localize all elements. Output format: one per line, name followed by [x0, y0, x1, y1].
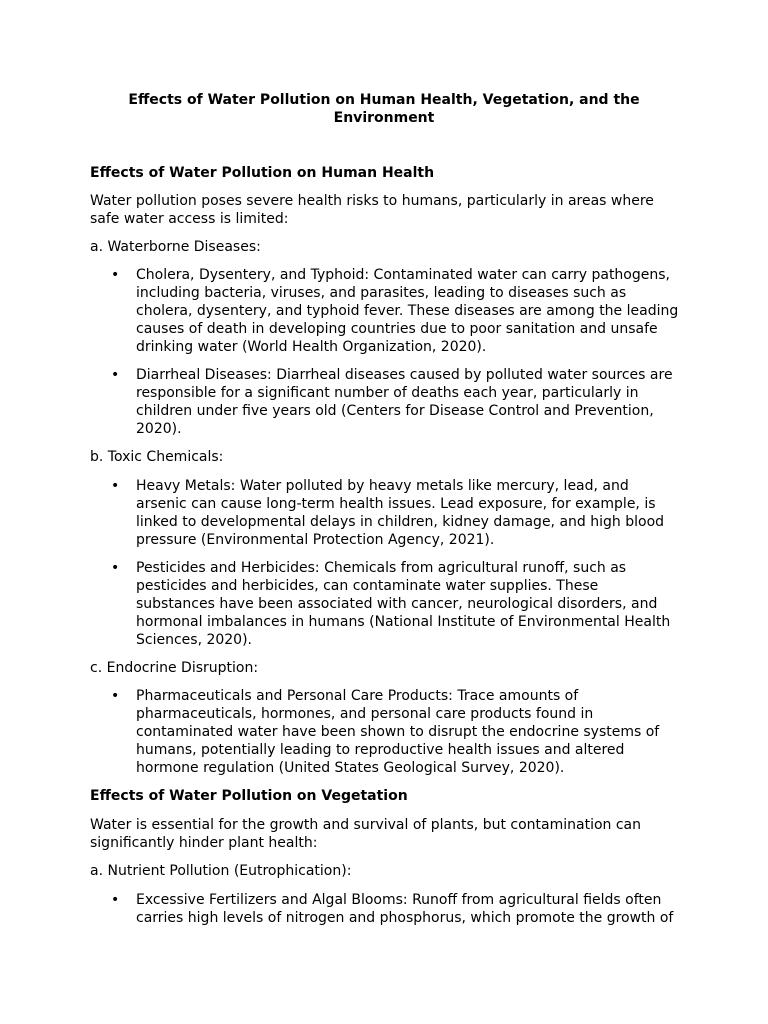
list-item-text: Pharmaceuticals and Personal Care Products: Trace amounts of pharmaceuticals, hormones, and personal care products found in contaminated water have been shown to disrupt the endocrine systems of humans, potentially leading to reproductive health issues and altered hormone regulation (United States Geological Survey, 2020).	[136, 688, 660, 776]
bullet-icon: •	[111, 560, 120, 576]
bullet-list-toxic-chemicals	[90, 477, 680, 649]
bullet-icon: •	[111, 267, 120, 283]
list-item-text: Excessive Fertilizers and Algal Blooms: Runoff from agricultural fields often carries high levels of nitrogen and phosphorus, which promote the growth of	[136, 892, 674, 926]
document-page	[90, 91, 680, 927]
list-item-text: Heavy Metals: Water polluted by heavy metals like mercury, lead, and arsenic can cause long-term health issues. Lead exposure, for example, is linked to developmental delays in children, kidney damage, and high blood pressure (Environmental Protection Agency, 2021).	[136, 478, 665, 548]
bullet-list-waterborne-diseases	[90, 266, 680, 438]
bullet-icon: •	[111, 892, 120, 908]
list-item	[90, 477, 680, 549]
section-heading-human-health: Effects of Water Pollution on Human Health	[90, 165, 435, 181]
section-intro-vegetation: Water is essential for the growth and survival of plants, but contamination can significantly hinder plant health:	[90, 817, 641, 851]
bullet-icon: •	[111, 688, 120, 704]
section-heading-vegetation: Effects of Water Pollution on Vegetation	[90, 788, 408, 804]
list-item	[90, 366, 680, 438]
bullet-icon: •	[111, 367, 120, 383]
bullet-icon: •	[111, 478, 120, 494]
list-item	[90, 891, 680, 927]
list-item-text: Cholera, Dysentery, and Typhoid: Contaminated water can carry pathogens, including bacteria, viruses, and parasites, leading to diseases such as cholera, dysentery, and typhoid fever. These diseases are among the leading causes of death in developing countries due to poor sanitation and unsafe drinking water (World Health Organization, 2020).	[136, 267, 679, 355]
list-item	[90, 266, 680, 356]
subsection-label-waterborne-diseases: a. Waterborne Diseases:	[90, 239, 261, 255]
bullet-list-endocrine-disruption	[90, 687, 680, 777]
list-item	[90, 559, 680, 649]
list-item	[90, 687, 680, 777]
list-item-text: Diarrheal Diseases: Diarrheal diseases caused by polluted water sources are responsible for a significant number of deaths each year, particularly in children under five years old (Centers for Disease Control and Prevention, 2020).	[136, 367, 673, 437]
subsection-label-endocrine-disruption: c. Endocrine Disruption:	[90, 660, 259, 676]
list-item-text: Pesticides and Herbicides: Chemicals from agricultural runoff, such as pesticides and herbicides, can contaminate water supplies. These substances have been associated with cancer, neurological disorders, and hormonal imbalances in humans (National Institute of Environmental Health Sciences, 2020).	[136, 560, 671, 648]
subsection-label-nutrient-pollution: a. Nutrient Pollution (Eutrophication):	[90, 863, 352, 879]
subsection-label-toxic-chemicals: b. Toxic Chemicals:	[90, 449, 224, 465]
document-title: Effects of Water Pollution on Human Health, Vegetation, and the Environment	[128, 92, 640, 126]
section-intro-human-health: Water pollution poses severe health risks to humans, particularly in areas where safe water access is limited:	[90, 193, 654, 227]
bullet-list-nutrient-pollution	[90, 891, 680, 927]
